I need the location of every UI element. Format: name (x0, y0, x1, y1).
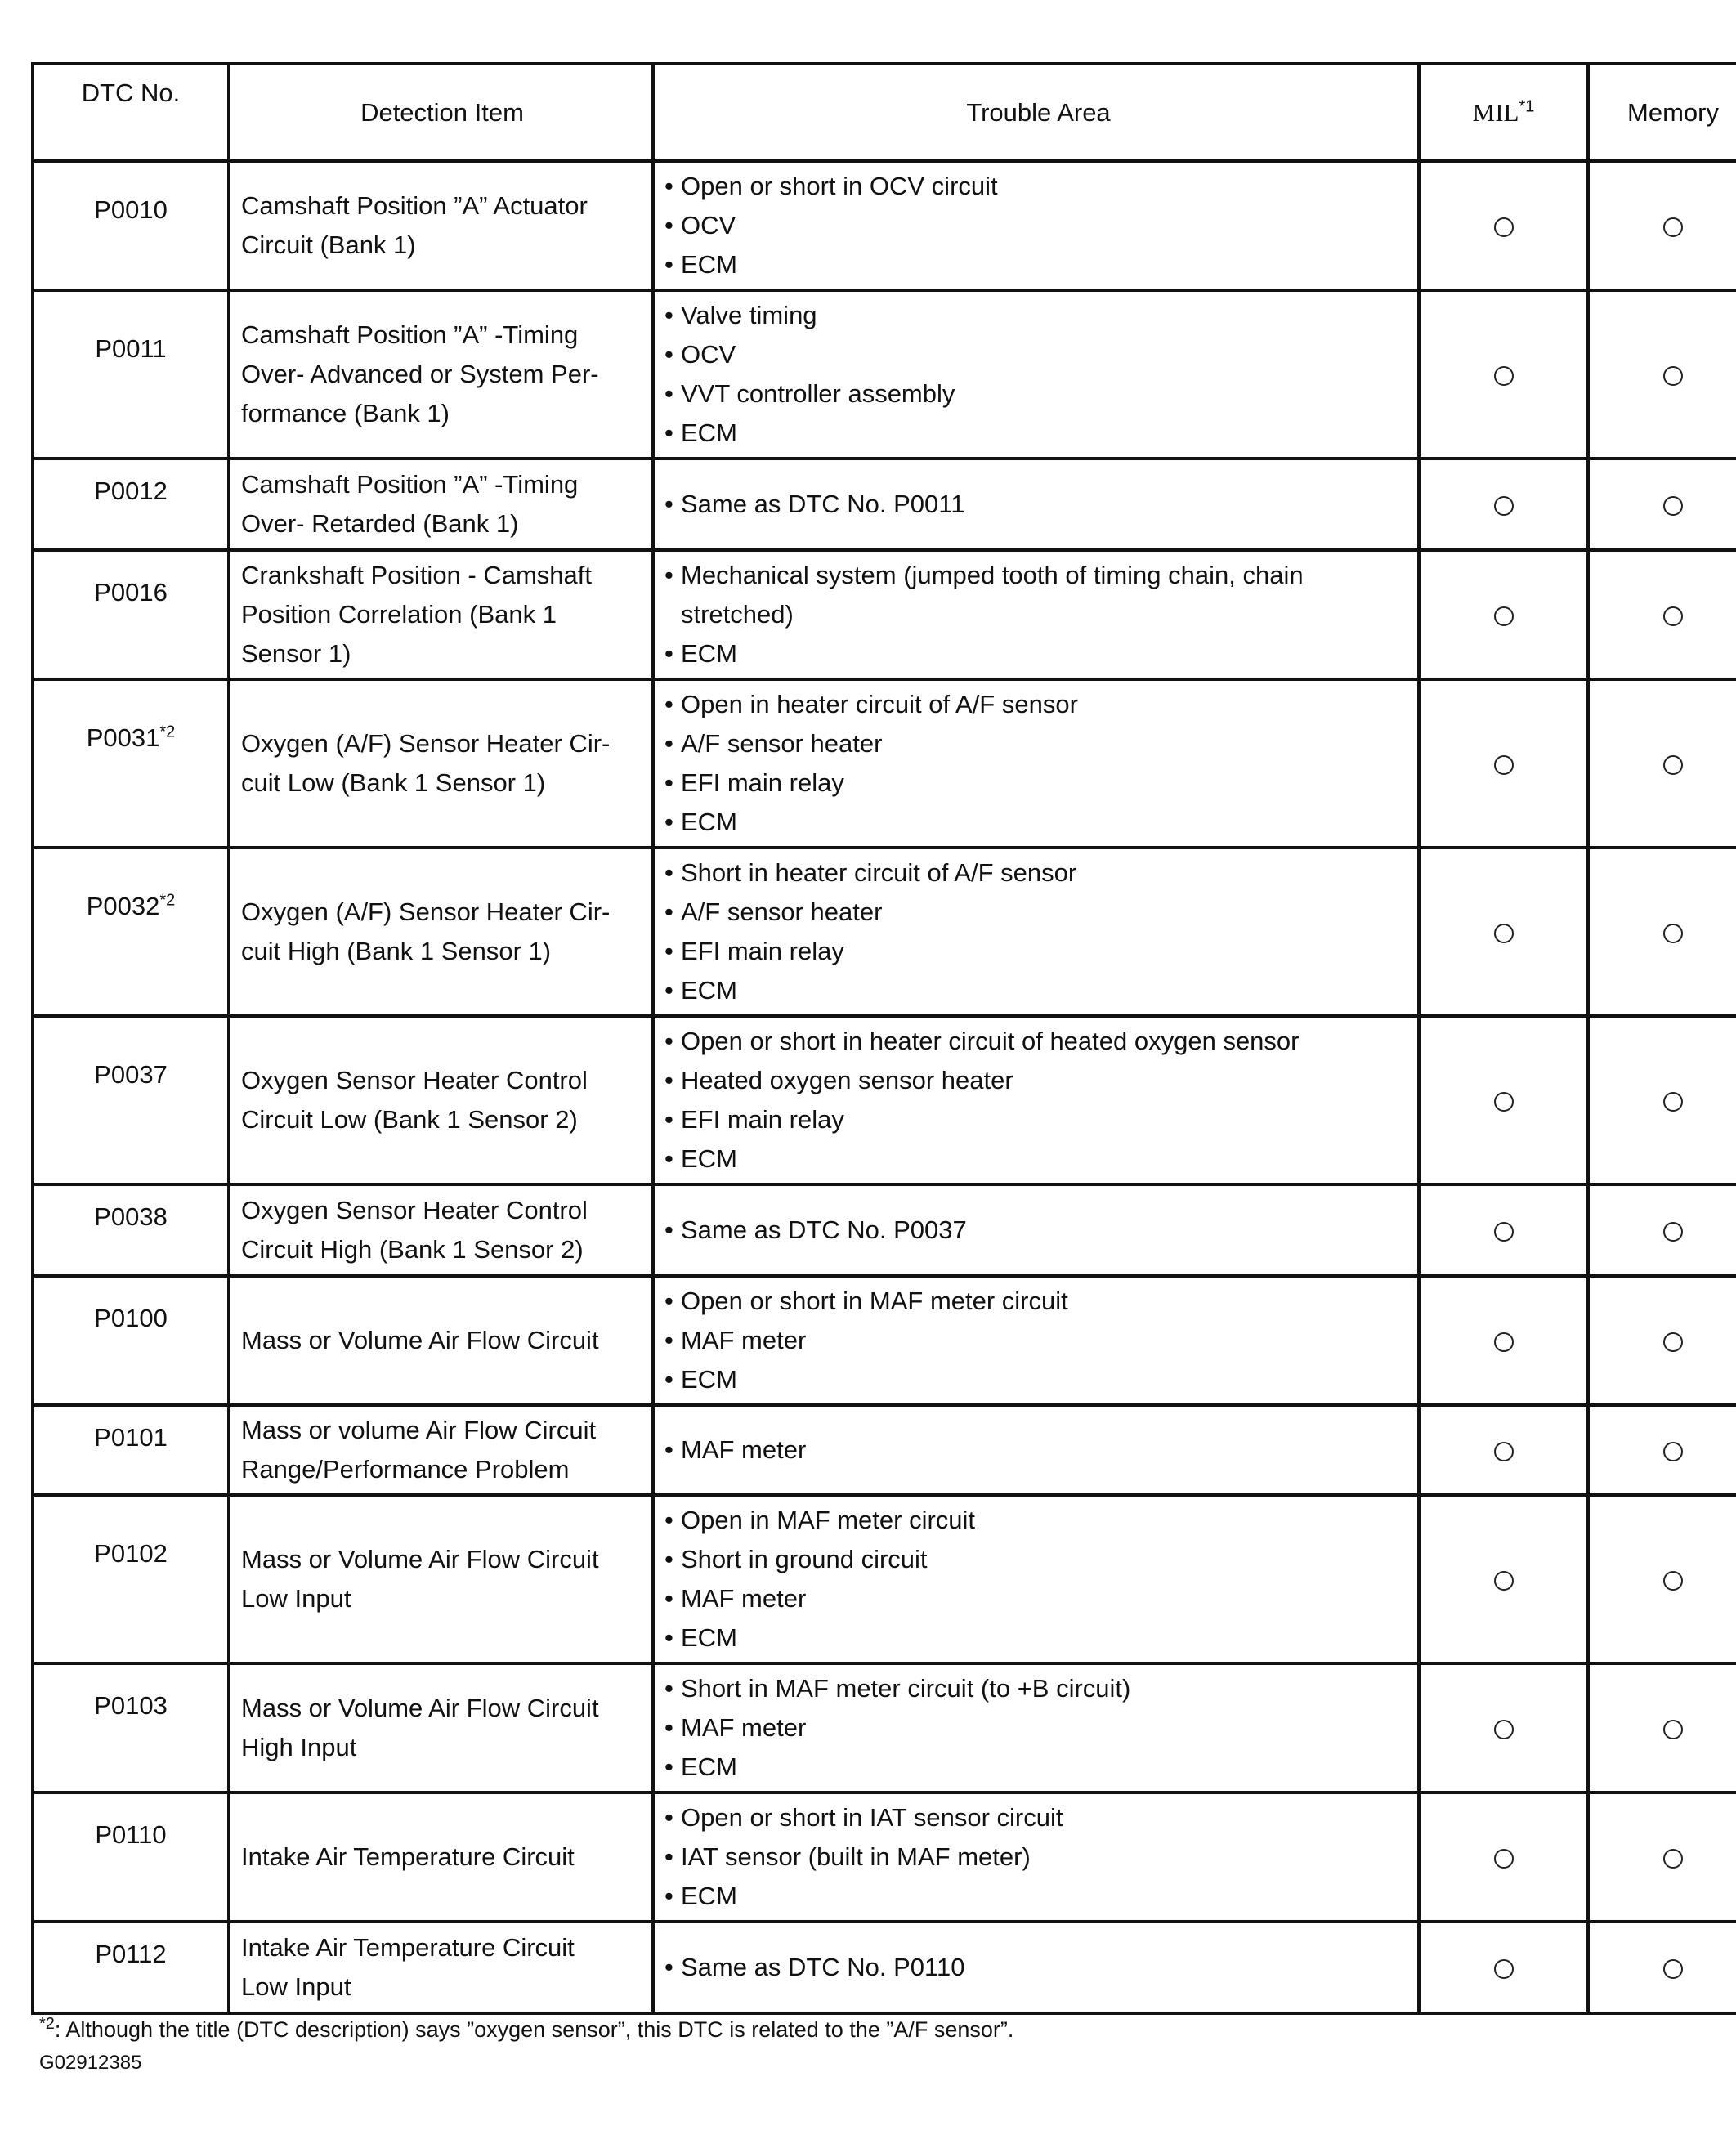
dtc-code-cell (33, 290, 229, 459)
trouble-area-item: • MAF meter (664, 1708, 1412, 1748)
mil-open-circle-icon (1494, 1092, 1514, 1112)
mil-cell (1419, 161, 1588, 290)
trouble-area-item: • Open or short in OCV circuit (664, 167, 1412, 206)
table-row (33, 459, 1736, 550)
dtc-code-cell (33, 1184, 229, 1276)
trouble-area-item: • IAT sensor (built in MAF meter) (664, 1837, 1412, 1877)
trouble-area-item: • OCV (664, 206, 1412, 245)
mil-cell (1419, 1663, 1588, 1793)
trouble-area-item: • ECM (664, 414, 1412, 453)
memory-cell (1588, 1016, 1736, 1184)
trouble-area-item: • A/F sensor heater (664, 893, 1412, 932)
mil-open-circle-icon (1494, 606, 1514, 626)
trouble-area-item: • ECM (664, 1748, 1412, 1787)
dtc-code: P0103 (94, 1691, 168, 1720)
footnote (39, 2017, 1013, 2043)
memory-open-circle-icon (1663, 755, 1683, 775)
mil-open-circle-icon (1494, 1849, 1514, 1869)
mil-cell (1419, 1405, 1588, 1495)
mil-cell (1419, 848, 1588, 1016)
trouble-area-item: • ECM (664, 1360, 1412, 1399)
table-row (33, 1184, 1736, 1276)
detection-item-text: Intake Air Temperature Circuit (241, 1842, 575, 1871)
trouble-area-list (664, 167, 1412, 284)
footnote-text: : Although the title (DTC description) says ”oxygen sensor”, this DTC is related to the ”A/F sensor”. (54, 2017, 1014, 2042)
dtc-table-body (33, 161, 1736, 2013)
table-row (33, 679, 1736, 848)
dtc-code: P0012 (94, 477, 168, 505)
memory-cell (1588, 1495, 1736, 1663)
detection-item-cell (229, 161, 653, 290)
trouble-area-item: • ECM (664, 971, 1412, 1010)
trouble-area-cell (653, 1793, 1419, 1922)
memory-open-circle-icon (1663, 1849, 1683, 1869)
trouble-area-item: • Open or short in heater circuit of heated oxygen sensor (664, 1022, 1412, 1061)
trouble-area-item: • Short in ground circuit (664, 1540, 1412, 1579)
trouble-area-list (664, 1669, 1412, 1787)
dtc-code: P0102 (94, 1539, 168, 1568)
mil-open-circle-icon (1494, 1720, 1514, 1739)
trouble-area-item: • Same as DTC No. P0011 (664, 485, 1412, 524)
mil-open-circle-icon (1494, 366, 1514, 386)
trouble-area-item: • Short in MAF meter circuit (to +B circuit) (664, 1669, 1412, 1708)
trouble-area-cell (653, 1495, 1419, 1663)
mil-open-circle-icon (1494, 1222, 1514, 1242)
mil-open-circle-icon (1494, 496, 1514, 516)
memory-open-circle-icon (1663, 1959, 1683, 1979)
trouble-area-cell (653, 161, 1419, 290)
dtc-code-cell (33, 1016, 229, 1184)
trouble-area-list (664, 1798, 1412, 1916)
detection-item-cell (229, 1016, 653, 1184)
trouble-area-cell (653, 1184, 1419, 1276)
trouble-area-item: • A/F sensor heater (664, 724, 1412, 763)
dtc-code: P0110 (95, 1820, 167, 1849)
trouble-area-cell (653, 1276, 1419, 1405)
trouble-area-list (664, 1430, 1412, 1470)
header-mil-label: MIL (1472, 97, 1519, 127)
dtc-code-cell (33, 1405, 229, 1495)
mil-cell (1419, 550, 1588, 679)
memory-open-circle-icon (1663, 1222, 1683, 1242)
trouble-area-item: • OCV (664, 335, 1412, 374)
dtc-code: P0031 (86, 723, 160, 752)
detection-item-text: Intake Air Temperature Circuit Low Input (241, 1933, 575, 2001)
table-header-row (33, 64, 1736, 161)
memory-cell (1588, 1276, 1736, 1405)
detection-item-cell (229, 1793, 653, 1922)
table-row (33, 290, 1736, 459)
memory-cell (1588, 679, 1736, 848)
trouble-area-list (664, 1022, 1412, 1179)
dtc-code-cell (33, 1793, 229, 1922)
detection-item-cell (229, 679, 653, 848)
table-row (33, 1495, 1736, 1663)
mil-open-circle-icon (1494, 924, 1514, 943)
trouble-area-item: • ECM (664, 803, 1412, 842)
trouble-area-list (664, 1948, 1412, 1987)
detection-item-text: Oxygen Sensor Heater Control Circuit High (Bank 1 Sensor 2) (241, 1196, 588, 1264)
memory-cell (1588, 1793, 1736, 1922)
table-row (33, 161, 1736, 290)
mil-open-circle-icon (1494, 1332, 1514, 1352)
memory-open-circle-icon (1663, 1720, 1683, 1739)
table-row (33, 1016, 1736, 1184)
trouble-area-list (664, 485, 1412, 524)
footnote-mark: *2 (39, 2015, 55, 2033)
dtc-code: P0100 (94, 1304, 168, 1332)
table-row (33, 1405, 1736, 1495)
memory-cell (1588, 848, 1736, 1016)
trouble-area-item: • EFI main relay (664, 1100, 1412, 1139)
dtc-code: P0101 (94, 1423, 168, 1452)
header-memory: Memory (1588, 64, 1736, 161)
dtc-code-cell (33, 1922, 229, 2013)
mil-cell (1419, 1495, 1588, 1663)
memory-open-circle-icon (1663, 924, 1683, 943)
header-mil-footnote-mark: *1 (1519, 97, 1535, 116)
dtc-code: P0038 (94, 1202, 168, 1231)
detection-item-text: Crankshaft Position - Camshaft Position Correlation (Bank 1 Sensor 1) (241, 561, 593, 668)
memory-open-circle-icon (1663, 1092, 1683, 1112)
trouble-area-list (664, 685, 1412, 842)
reference-code: G02912385 (39, 2052, 142, 2074)
trouble-area-list (664, 1501, 1412, 1658)
detection-item-text: Mass or Volume Air Flow Circuit (241, 1326, 599, 1354)
dtc-code: P0011 (95, 334, 167, 363)
detection-item-cell (229, 1405, 653, 1495)
detection-item-text: Camshaft Position ”A” -Timing Over- Retarded (Bank 1) (241, 470, 579, 538)
memory-open-circle-icon (1663, 366, 1683, 386)
mil-open-circle-icon (1494, 755, 1514, 775)
table-row (33, 550, 1736, 679)
dtc-code-cell (33, 459, 229, 550)
detection-item-cell (229, 848, 653, 1016)
trouble-area-list (664, 296, 1412, 453)
dtc-code: P0112 (95, 1940, 167, 1968)
dtc-code: P0016 (94, 578, 168, 606)
trouble-area-item: • Heated oxygen sensor heater (664, 1061, 1412, 1100)
detection-item-text: Mass or volume Air Flow Circuit Range/Performance Problem (241, 1416, 597, 1484)
mil-cell (1419, 1793, 1588, 1922)
header-dtc-no: DTC No. (33, 64, 229, 161)
trouble-area-item: • ECM (664, 634, 1412, 674)
trouble-area-item: • Mechanical system (jumped tooth of timing chain, chain stretched) (664, 556, 1412, 634)
memory-open-circle-icon (1663, 1571, 1683, 1591)
detection-item-cell (229, 1922, 653, 2013)
dtc-code-cell (33, 1276, 229, 1405)
dtc-code-cell (33, 1663, 229, 1793)
table-row (33, 1663, 1736, 1793)
dtc-code: P0032 (86, 892, 160, 920)
dtc-code-cell (33, 679, 229, 848)
detection-item-cell (229, 550, 653, 679)
mil-open-circle-icon (1494, 1442, 1514, 1461)
trouble-area-item: • ECM (664, 1139, 1412, 1179)
dtc-footnote-mark: *2 (159, 891, 176, 910)
trouble-area-item: • Open or short in IAT sensor circuit (664, 1798, 1412, 1837)
table-row (33, 848, 1736, 1016)
mil-cell (1419, 1184, 1588, 1276)
detection-item-cell (229, 1276, 653, 1405)
trouble-area-item: • Open or short in MAF meter circuit (664, 1282, 1412, 1321)
mil-open-circle-icon (1494, 1959, 1514, 1979)
memory-open-circle-icon (1663, 1442, 1683, 1461)
memory-cell (1588, 1922, 1736, 2013)
trouble-area-item: • Open in MAF meter circuit (664, 1501, 1412, 1540)
mil-open-circle-icon (1494, 1571, 1514, 1591)
trouble-area-cell (653, 1016, 1419, 1184)
mil-cell (1419, 1276, 1588, 1405)
trouble-area-list (664, 1282, 1412, 1399)
detection-item-cell (229, 290, 653, 459)
detection-item-cell (229, 459, 653, 550)
memory-cell (1588, 1184, 1736, 1276)
table-row (33, 1276, 1736, 1405)
trouble-area-item: • ECM (664, 1618, 1412, 1658)
memory-open-circle-icon (1663, 606, 1683, 626)
trouble-area-item: • Same as DTC No. P0110 (664, 1948, 1412, 1987)
header-trouble-area: Trouble Area (653, 64, 1419, 161)
memory-cell (1588, 1663, 1736, 1793)
trouble-area-item: • EFI main relay (664, 932, 1412, 971)
detection-item-cell (229, 1495, 653, 1663)
detection-item-text: Oxygen (A/F) Sensor Heater Cir- cuit Low (Bank 1 Sensor 1) (241, 729, 611, 797)
trouble-area-cell (653, 290, 1419, 459)
trouble-area-item: • MAF meter (664, 1579, 1412, 1618)
table-row (33, 1793, 1736, 1922)
mil-cell (1419, 679, 1588, 848)
mil-open-circle-icon (1494, 217, 1514, 237)
trouble-area-cell (653, 848, 1419, 1016)
detection-item-text: Oxygen (A/F) Sensor Heater Cir- cuit High (Bank 1 Sensor 1) (241, 897, 611, 965)
table-row (33, 1922, 1736, 2013)
detection-item-text: Camshaft Position ”A” -Timing Over- Advanced or System Per- formance (Bank 1) (241, 320, 599, 427)
trouble-area-item: • VVT controller assembly (664, 374, 1412, 414)
memory-open-circle-icon (1663, 1332, 1683, 1352)
trouble-area-item: • Same as DTC No. P0037 (664, 1211, 1412, 1250)
header-mil (1419, 64, 1588, 161)
detection-item-text: Oxygen Sensor Heater Control Circuit Low (Bank 1 Sensor 2) (241, 1066, 588, 1134)
detection-item-text: Mass or Volume Air Flow Circuit Low Input (241, 1545, 599, 1613)
trouble-area-item: • MAF meter (664, 1321, 1412, 1360)
detection-item-text: Mass or Volume Air Flow Circuit High Input (241, 1694, 599, 1761)
trouble-area-item: • Short in heater circuit of A/F sensor (664, 853, 1412, 893)
trouble-area-cell (653, 1663, 1419, 1793)
trouble-area-item: • ECM (664, 245, 1412, 284)
dtc-code: P0010 (94, 195, 168, 224)
mil-cell (1419, 1922, 1588, 2013)
trouble-area-cell (653, 679, 1419, 848)
dtc-footnote-mark: *2 (159, 723, 176, 741)
dtc-code-cell (33, 161, 229, 290)
mil-cell (1419, 1016, 1588, 1184)
detection-item-cell (229, 1663, 653, 1793)
memory-cell (1588, 161, 1736, 290)
mil-cell (1419, 290, 1588, 459)
trouble-area-item: • MAF meter (664, 1430, 1412, 1470)
memory-cell (1588, 550, 1736, 679)
trouble-area-list (664, 556, 1412, 674)
memory-open-circle-icon (1663, 217, 1683, 237)
trouble-area-item: • EFI main relay (664, 763, 1412, 803)
trouble-area-list (664, 853, 1412, 1010)
header-detection-item: Detection Item (229, 64, 653, 161)
trouble-area-list (664, 1211, 1412, 1250)
dtc-code-cell (33, 550, 229, 679)
dtc-code-cell (33, 848, 229, 1016)
trouble-area-cell (653, 550, 1419, 679)
dtc-code: P0037 (94, 1060, 168, 1089)
detection-item-text: Camshaft Position ”A” Actuator Circuit (Bank 1) (241, 191, 588, 259)
dtc-table (31, 62, 1736, 2015)
detection-item-cell (229, 1184, 653, 1276)
memory-cell (1588, 459, 1736, 550)
memory-cell (1588, 290, 1736, 459)
memory-cell (1588, 1405, 1736, 1495)
trouble-area-item: • Open in heater circuit of A/F sensor (664, 685, 1412, 724)
mil-cell (1419, 459, 1588, 550)
trouble-area-cell (653, 1405, 1419, 1495)
dtc-code-cell (33, 1495, 229, 1663)
trouble-area-cell (653, 1922, 1419, 2013)
memory-open-circle-icon (1663, 496, 1683, 516)
trouble-area-item: • Valve timing (664, 296, 1412, 335)
trouble-area-cell (653, 459, 1419, 550)
trouble-area-item: • ECM (664, 1877, 1412, 1916)
